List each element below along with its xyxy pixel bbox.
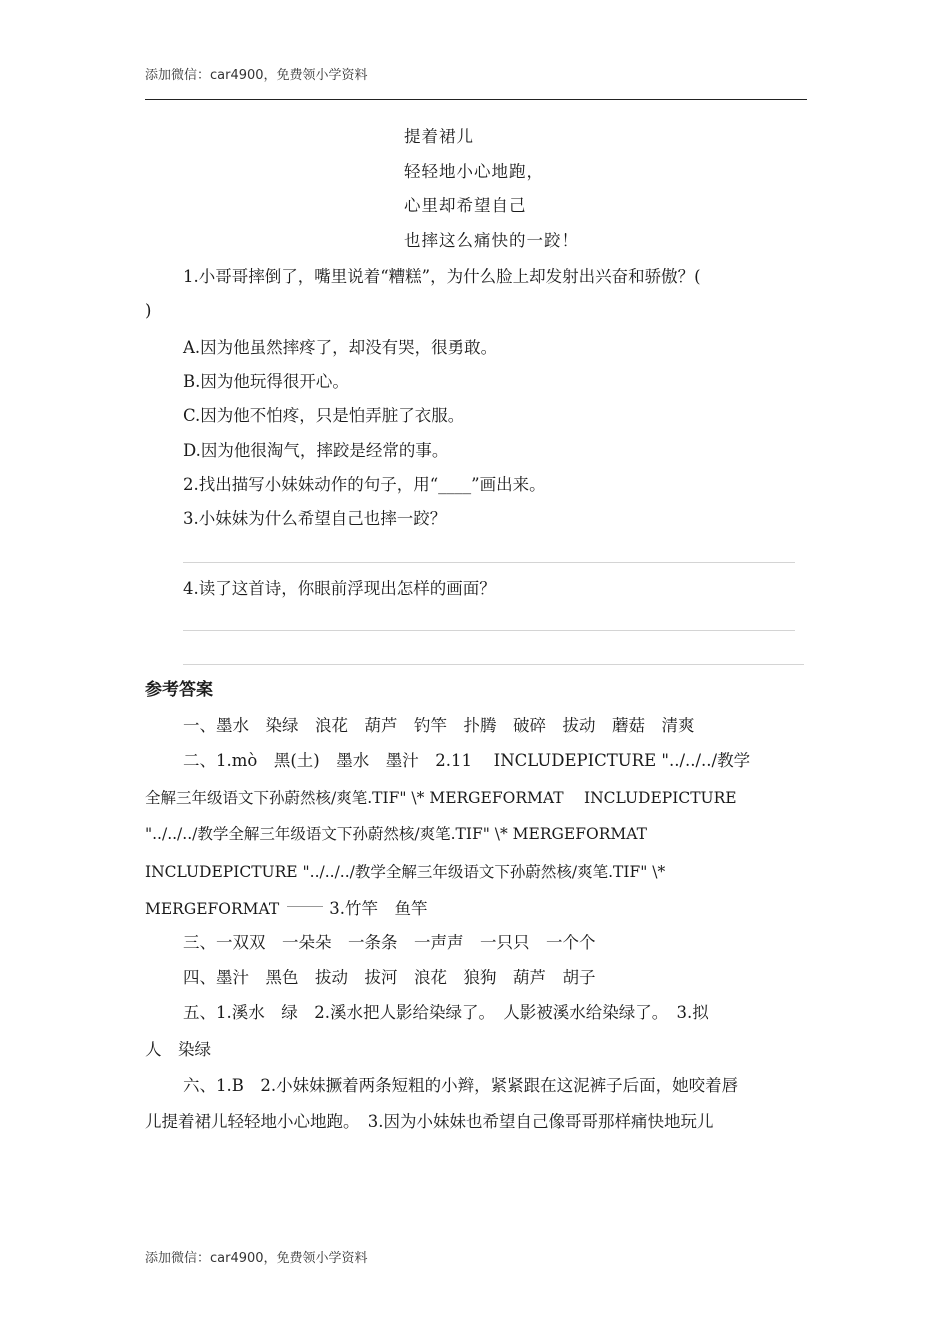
question-1-cont: ) xyxy=(145,301,152,320)
answer-2-cont: "../../../教学全解三年级语文下孙蔚然核/爽笔.TIF" \* MERGEFORMAT xyxy=(145,825,647,843)
question-4: 4.读了这首诗，你眼前浮现出怎样的画面？ xyxy=(183,579,496,598)
poem-line: 心里却希望自己 xyxy=(404,196,527,215)
header-divider xyxy=(145,99,807,100)
answer-2-cont xyxy=(145,898,428,920)
answer-1: 一、墨水 染绿 浪花 葫芦 钓竿 扑腾 破碎 拔动 蘑菇 清爽 xyxy=(183,716,695,735)
answer-line[interactable] xyxy=(183,664,804,665)
answer-line[interactable] xyxy=(183,562,795,563)
answer-6: 六、1.B 2.小妹妹撅着两条短粗的小辫，紧紧跟在这泥裤子后面，她咬着唇 xyxy=(183,1076,739,1095)
question-3: 3.小妹妹为什么希望自己也摔一跤？ xyxy=(183,509,447,528)
answer-2-cont: 全解三年级语文下孙蔚然核/爽笔.TIF" \* MERGEFORMAT INCLUDEPICTURE xyxy=(145,789,737,807)
option-d: D.因为他很淘气，摔跤是经常的事。 xyxy=(183,441,449,460)
answer-4: 四、墨汁 黑色 拔动 拔河 浪花 狼狗 葫芦 胡子 xyxy=(183,968,596,987)
question-1: 1.小哥哥摔倒了，嘴里说着“糟糕”，为什么脸上却发射出兴奋和骄傲？( xyxy=(183,267,701,286)
page-footer: 添加微信：car4900，免费领小学资料 xyxy=(145,1251,368,1266)
answer-6-cont: 儿提着裙儿轻轻地小心地跑。 3.因为小妹妹也希望自己像哥哥那样痛快地玩儿 xyxy=(145,1112,714,1131)
poem-line: 也摔这么痛快的一跤！ xyxy=(404,231,579,250)
answer-3: 三、一双双 一朵朵 一条条 一声声 一只只 一个个 xyxy=(183,933,596,952)
answer-5-cont: 人 染绿 xyxy=(145,1040,211,1059)
poem-line: 轻轻地小心地跑， xyxy=(404,162,544,181)
question-2: 2.找出描写小妹妹动作的句子，用“____”画出来。 xyxy=(183,475,546,494)
answer-2-part3: 3.竹竿 鱼竿 xyxy=(329,899,428,918)
poem-line: 提着裙儿 xyxy=(404,127,474,146)
option-a: A.因为他虽然摔疼了，却没有哭，很勇敢。 xyxy=(183,338,498,357)
answer-5: 五、1.溪水 绿 2.溪水把人影给染绿了。 人影被溪水给染绿了。 3.拟 xyxy=(183,1003,709,1022)
option-c: C.因为他不怕疼，只是怕弄脏了衣服。 xyxy=(183,406,465,425)
answer-line[interactable] xyxy=(183,630,795,631)
page-header: 添加微信：car4900，免费领小学资料 xyxy=(145,68,368,83)
answer-2: 二、1.mò 黑(土) 墨水 墨汁 2.11 INCLUDEPICTURE "../../../教学 xyxy=(183,751,751,770)
answers-heading: 参考答案 xyxy=(145,680,213,700)
merge-format-text: MERGEFORMAT xyxy=(145,900,280,918)
answer-2-cont: INCLUDEPICTURE "../../../教学全解三年级语文下孙蔚然核/爽笔.TIF" \* xyxy=(145,863,666,881)
broken-picture-icon xyxy=(287,906,323,915)
option-b: B.因为他玩得很开心。 xyxy=(183,372,349,391)
